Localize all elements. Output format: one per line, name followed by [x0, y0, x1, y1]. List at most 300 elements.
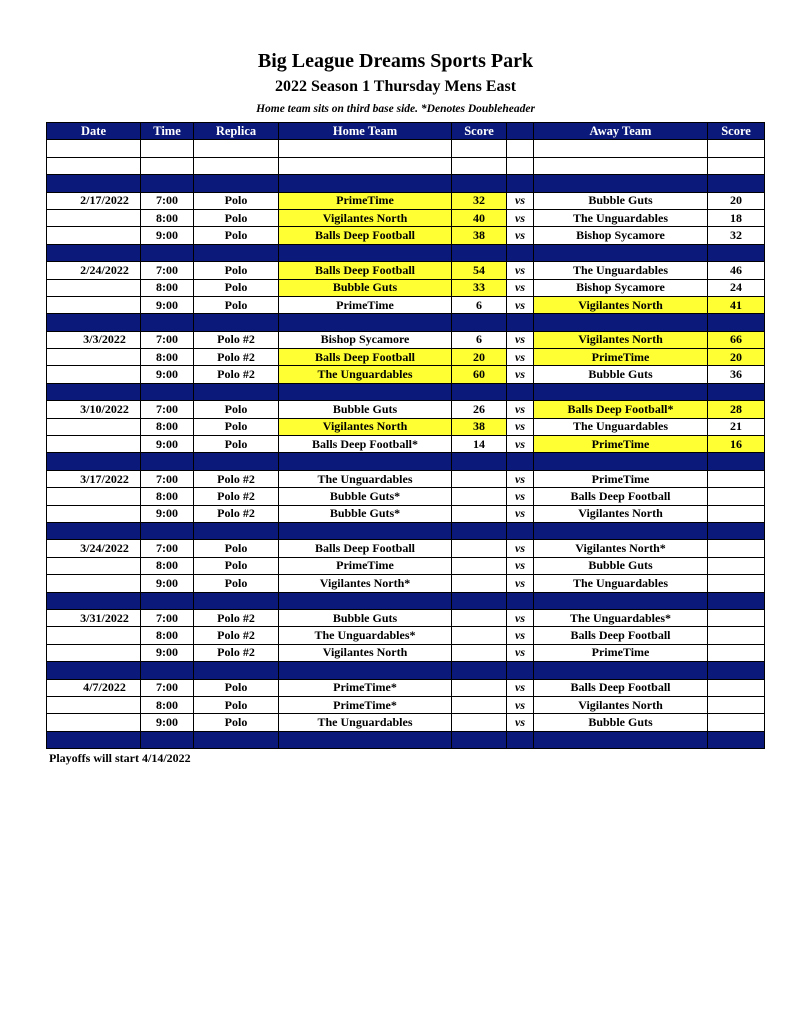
date-cell [47, 209, 141, 226]
game-row [47, 401, 765, 418]
time-cell: 7:00 [141, 679, 194, 696]
away-score-cell: 66 [708, 331, 765, 348]
separator-cell [141, 383, 194, 400]
separator-cell [279, 662, 452, 679]
separator-cell [534, 244, 708, 261]
date-cell: 3/31/2022 [47, 609, 141, 626]
home-team-cell: Vigilantes North [279, 644, 452, 661]
vs-cell: vs [507, 366, 534, 383]
game-row [47, 331, 765, 348]
game-row [47, 609, 765, 626]
date-cell: 3/24/2022 [47, 540, 141, 557]
field-cell: Polo #2 [194, 366, 279, 383]
home-score-cell [452, 575, 507, 592]
away-score-cell [708, 714, 765, 731]
separator-cell [507, 175, 534, 192]
time-cell: 7:00 [141, 470, 194, 487]
week-separator-row [47, 244, 765, 261]
away-score-cell [708, 540, 765, 557]
home-team-cell: Balls Deep Football [279, 262, 452, 279]
away-score-cell [708, 696, 765, 713]
home-team-cell: Bubble Guts [279, 401, 452, 418]
home-score-cell: 32 [452, 192, 507, 209]
field-cell: Polo [194, 436, 279, 453]
home-score-cell: 26 [452, 401, 507, 418]
empty-cell [534, 140, 708, 157]
away-score-cell [708, 488, 765, 505]
separator-cell [47, 175, 141, 192]
separator-cell [452, 383, 507, 400]
date-cell [47, 644, 141, 661]
separator-cell [452, 453, 507, 470]
game-row [47, 488, 765, 505]
vs-cell: vs [507, 714, 534, 731]
time-cell: 8:00 [141, 209, 194, 226]
away-score-cell: 32 [708, 227, 765, 244]
game-row [47, 575, 765, 592]
home-score-cell: 54 [452, 262, 507, 279]
away-team-cell: The Unguardables* [534, 609, 708, 626]
column-header-away-score: Score [708, 123, 765, 140]
vs-cell: vs [507, 470, 534, 487]
week-separator-row [47, 731, 765, 748]
away-score-cell: 41 [708, 296, 765, 313]
away-score-cell [708, 679, 765, 696]
away-team-cell: PrimeTime [534, 436, 708, 453]
away-team-cell: Balls Deep Football [534, 679, 708, 696]
game-row [47, 505, 765, 522]
separator-cell [708, 314, 765, 331]
home-team-cell: PrimeTime [279, 296, 452, 313]
home-team-cell: PrimeTime [279, 557, 452, 574]
separator-cell [507, 453, 534, 470]
home-team-cell: PrimeTime* [279, 696, 452, 713]
date-cell [47, 505, 141, 522]
empty-cell [452, 157, 507, 174]
field-cell: Polo [194, 418, 279, 435]
away-score-cell: 21 [708, 418, 765, 435]
date-cell [47, 279, 141, 296]
empty-row [47, 157, 765, 174]
separator-cell [141, 731, 194, 748]
page-title: Big League Dreams Sports Park [257, 50, 534, 72]
vs-cell: vs [507, 192, 534, 209]
vs-cell: vs [507, 279, 534, 296]
game-row [47, 436, 765, 453]
page-note: Home team sits on third base side. *Denotes Doubleheader [256, 103, 535, 115]
separator-cell [141, 662, 194, 679]
separator-cell [708, 662, 765, 679]
field-cell: Polo #2 [194, 488, 279, 505]
column-header-home-score: Score [452, 123, 507, 140]
home-score-cell [452, 627, 507, 644]
separator-cell [708, 592, 765, 609]
separator-cell [279, 175, 452, 192]
separator-cell [47, 453, 141, 470]
separator-cell [279, 592, 452, 609]
field-cell: Polo [194, 401, 279, 418]
separator-cell [452, 522, 507, 539]
vs-cell: vs [507, 401, 534, 418]
home-score-cell: 38 [452, 418, 507, 435]
home-team-cell: Balls Deep Football [279, 227, 452, 244]
empty-cell [47, 140, 141, 157]
home-team-cell: The Unguardables* [279, 627, 452, 644]
separator-cell [194, 662, 279, 679]
game-row [47, 192, 765, 209]
time-cell: 9:00 [141, 366, 194, 383]
separator-cell [452, 244, 507, 261]
game-row [47, 557, 765, 574]
home-score-cell: 6 [452, 296, 507, 313]
vs-cell: vs [507, 540, 534, 557]
date-cell [47, 418, 141, 435]
vs-cell: vs [507, 262, 534, 279]
separator-cell [507, 244, 534, 261]
separator-cell [279, 522, 452, 539]
time-cell: 9:00 [141, 575, 194, 592]
column-header-replica: Replica [194, 123, 279, 140]
away-team-cell: PrimeTime [534, 470, 708, 487]
time-cell: 8:00 [141, 418, 194, 435]
game-row [47, 366, 765, 383]
separator-cell [47, 522, 141, 539]
away-team-cell: The Unguardables [534, 262, 708, 279]
vs-cell: vs [507, 609, 534, 626]
separator-cell [534, 175, 708, 192]
game-row [47, 209, 765, 226]
empty-row [47, 140, 765, 157]
time-cell: 7:00 [141, 262, 194, 279]
separator-cell [194, 314, 279, 331]
away-team-cell: Balls Deep Football [534, 488, 708, 505]
away-team-cell: Bubble Guts [534, 366, 708, 383]
away-score-cell [708, 470, 765, 487]
field-cell: Polo #2 [194, 644, 279, 661]
separator-cell [47, 244, 141, 261]
home-score-cell [452, 557, 507, 574]
field-cell: Polo #2 [194, 470, 279, 487]
separator-cell [141, 453, 194, 470]
separator-cell [452, 662, 507, 679]
separator-cell [279, 731, 452, 748]
home-score-cell: 40 [452, 209, 507, 226]
home-team-cell: PrimeTime* [279, 679, 452, 696]
separator-cell [141, 592, 194, 609]
away-score-cell: 28 [708, 401, 765, 418]
week-separator-row [47, 175, 765, 192]
column-header-away-team: Away Team [534, 123, 708, 140]
separator-cell [507, 592, 534, 609]
away-score-cell [708, 505, 765, 522]
home-score-cell: 38 [452, 227, 507, 244]
home-team-cell: Bubble Guts* [279, 505, 452, 522]
home-team-cell: Bishop Sycamore [279, 331, 452, 348]
week-separator-row [47, 522, 765, 539]
field-cell: Polo [194, 296, 279, 313]
empty-cell [279, 140, 452, 157]
time-cell: 8:00 [141, 627, 194, 644]
separator-cell [507, 662, 534, 679]
away-team-cell: Vigilantes North* [534, 540, 708, 557]
time-cell: 9:00 [141, 227, 194, 244]
separator-cell [708, 244, 765, 261]
separator-cell [194, 592, 279, 609]
vs-cell: vs [507, 627, 534, 644]
empty-cell [194, 157, 279, 174]
home-score-cell: 60 [452, 366, 507, 383]
vs-cell: vs [507, 557, 534, 574]
away-team-cell: Bishop Sycamore [534, 227, 708, 244]
date-cell [47, 349, 141, 366]
time-cell: 9:00 [141, 505, 194, 522]
empty-cell [507, 157, 534, 174]
separator-cell [47, 592, 141, 609]
game-row [47, 714, 765, 731]
separator-cell [452, 314, 507, 331]
vs-cell: vs [507, 418, 534, 435]
week-separator-row [47, 662, 765, 679]
date-cell [47, 296, 141, 313]
vs-cell: vs [507, 436, 534, 453]
away-score-cell: 36 [708, 366, 765, 383]
date-cell [47, 714, 141, 731]
home-score-cell: 6 [452, 331, 507, 348]
away-team-cell: PrimeTime [534, 349, 708, 366]
separator-cell [194, 244, 279, 261]
home-team-cell: Vigilantes North [279, 209, 452, 226]
separator-cell [452, 592, 507, 609]
home-score-cell [452, 644, 507, 661]
game-row [47, 262, 765, 279]
away-score-cell [708, 575, 765, 592]
separator-cell [534, 592, 708, 609]
time-cell: 9:00 [141, 436, 194, 453]
field-cell: Polo [194, 679, 279, 696]
date-cell [47, 557, 141, 574]
away-team-cell: Vigilantes North [534, 696, 708, 713]
time-cell: 7:00 [141, 540, 194, 557]
home-score-cell [452, 505, 507, 522]
away-score-cell: 20 [708, 192, 765, 209]
date-cell: 3/17/2022 [47, 470, 141, 487]
field-cell: Polo #2 [194, 349, 279, 366]
vs-cell: vs [507, 488, 534, 505]
separator-cell [279, 244, 452, 261]
field-cell: Polo [194, 575, 279, 592]
game-row [47, 540, 765, 557]
time-cell: 8:00 [141, 557, 194, 574]
home-score-cell [452, 714, 507, 731]
date-cell [47, 227, 141, 244]
away-score-cell: 20 [708, 349, 765, 366]
home-score-cell [452, 540, 507, 557]
field-cell: Polo [194, 696, 279, 713]
separator-cell [534, 731, 708, 748]
separator-cell [47, 383, 141, 400]
field-cell: Polo [194, 279, 279, 296]
week-separator-row [47, 592, 765, 609]
field-cell: Polo [194, 209, 279, 226]
vs-cell: vs [507, 349, 534, 366]
field-cell: Polo #2 [194, 331, 279, 348]
field-cell: Polo [194, 262, 279, 279]
home-score-cell [452, 696, 507, 713]
home-score-cell: 33 [452, 279, 507, 296]
date-cell [47, 575, 141, 592]
home-score-cell: 20 [452, 349, 507, 366]
game-row [47, 679, 765, 696]
home-team-cell: PrimeTime [279, 192, 452, 209]
away-team-cell: The Unguardables [534, 418, 708, 435]
away-team-cell: Vigilantes North [534, 296, 708, 313]
date-cell: 2/17/2022 [47, 192, 141, 209]
away-score-cell: 46 [708, 262, 765, 279]
away-team-cell: Bishop Sycamore [534, 279, 708, 296]
separator-cell [534, 522, 708, 539]
empty-cell [507, 140, 534, 157]
game-row [47, 227, 765, 244]
field-cell: Polo #2 [194, 609, 279, 626]
home-team-cell: Balls Deep Football [279, 349, 452, 366]
separator-cell [279, 314, 452, 331]
separator-cell [534, 383, 708, 400]
empty-cell [279, 157, 452, 174]
column-header-vs [507, 123, 534, 140]
field-cell: Polo [194, 227, 279, 244]
game-row [47, 644, 765, 661]
away-team-cell: The Unguardables [534, 575, 708, 592]
separator-cell [141, 522, 194, 539]
vs-cell: vs [507, 505, 534, 522]
empty-cell [141, 157, 194, 174]
vs-cell: vs [507, 209, 534, 226]
date-cell [47, 696, 141, 713]
separator-cell [507, 314, 534, 331]
separator-cell [47, 731, 141, 748]
separator-cell [194, 383, 279, 400]
date-cell: 2/24/2022 [47, 262, 141, 279]
date-cell [47, 436, 141, 453]
table-header-row [47, 123, 765, 140]
separator-cell [534, 453, 708, 470]
empty-cell [194, 140, 279, 157]
separator-cell [708, 383, 765, 400]
separator-cell [534, 314, 708, 331]
separator-cell [507, 383, 534, 400]
separator-cell [141, 314, 194, 331]
vs-cell: vs [507, 679, 534, 696]
away-team-cell: Balls Deep Football [534, 627, 708, 644]
time-cell: 9:00 [141, 644, 194, 661]
separator-cell [452, 175, 507, 192]
game-row [47, 418, 765, 435]
game-row [47, 296, 765, 313]
empty-cell [47, 157, 141, 174]
separator-cell [194, 175, 279, 192]
separator-cell [279, 453, 452, 470]
home-team-cell: Vigilantes North* [279, 575, 452, 592]
separator-cell [708, 175, 765, 192]
vs-cell: vs [507, 331, 534, 348]
away-score-cell: 18 [708, 209, 765, 226]
schedule-table [46, 122, 765, 749]
footer-note: Playoffs will start 4/14/2022 [49, 751, 191, 765]
home-score-cell: 14 [452, 436, 507, 453]
date-cell [47, 627, 141, 644]
separator-cell [194, 522, 279, 539]
field-cell: Polo #2 [194, 505, 279, 522]
away-team-cell: Vigilantes North [534, 505, 708, 522]
date-cell: 4/7/2022 [47, 679, 141, 696]
away-score-cell: 16 [708, 436, 765, 453]
column-header-time: Time [141, 123, 194, 140]
time-cell: 7:00 [141, 401, 194, 418]
away-score-cell [708, 644, 765, 661]
away-team-cell: Balls Deep Football* [534, 401, 708, 418]
column-header-home-team: Home Team [279, 123, 452, 140]
week-separator-row [47, 383, 765, 400]
game-row [47, 627, 765, 644]
vs-cell: vs [507, 296, 534, 313]
date-cell [47, 366, 141, 383]
away-score-cell [708, 627, 765, 644]
separator-cell [507, 522, 534, 539]
away-score-cell [708, 557, 765, 574]
empty-cell [141, 140, 194, 157]
time-cell: 8:00 [141, 349, 194, 366]
empty-cell [708, 157, 765, 174]
week-separator-row [47, 314, 765, 331]
time-cell: 9:00 [141, 714, 194, 731]
week-separator-row [47, 453, 765, 470]
game-row [47, 349, 765, 366]
home-team-cell: The Unguardables [279, 714, 452, 731]
empty-cell [452, 140, 507, 157]
separator-cell [279, 383, 452, 400]
field-cell: Polo #2 [194, 627, 279, 644]
separator-cell [708, 731, 765, 748]
separator-cell [47, 662, 141, 679]
separator-cell [534, 662, 708, 679]
empty-cell [534, 157, 708, 174]
column-header-date: Date [47, 123, 141, 140]
home-score-cell [452, 488, 507, 505]
game-row [47, 696, 765, 713]
home-team-cell: Balls Deep Football* [279, 436, 452, 453]
page-subtitle: 2022 Season 1 Thursday Mens East [274, 78, 517, 95]
separator-cell [141, 244, 194, 261]
separator-cell [708, 522, 765, 539]
field-cell: Polo [194, 540, 279, 557]
home-team-cell: Bubble Guts* [279, 488, 452, 505]
home-team-cell: Bubble Guts [279, 609, 452, 626]
date-cell [47, 488, 141, 505]
separator-cell [507, 731, 534, 748]
date-cell: 3/3/2022 [47, 331, 141, 348]
time-cell: 7:00 [141, 609, 194, 626]
away-team-cell: Vigilantes North [534, 331, 708, 348]
date-cell: 3/10/2022 [47, 401, 141, 418]
vs-cell: vs [507, 696, 534, 713]
away-team-cell: PrimeTime [534, 644, 708, 661]
separator-cell [708, 453, 765, 470]
away-score-cell: 24 [708, 279, 765, 296]
vs-cell: vs [507, 227, 534, 244]
home-team-cell: Balls Deep Football [279, 540, 452, 557]
time-cell: 8:00 [141, 279, 194, 296]
separator-cell [194, 731, 279, 748]
